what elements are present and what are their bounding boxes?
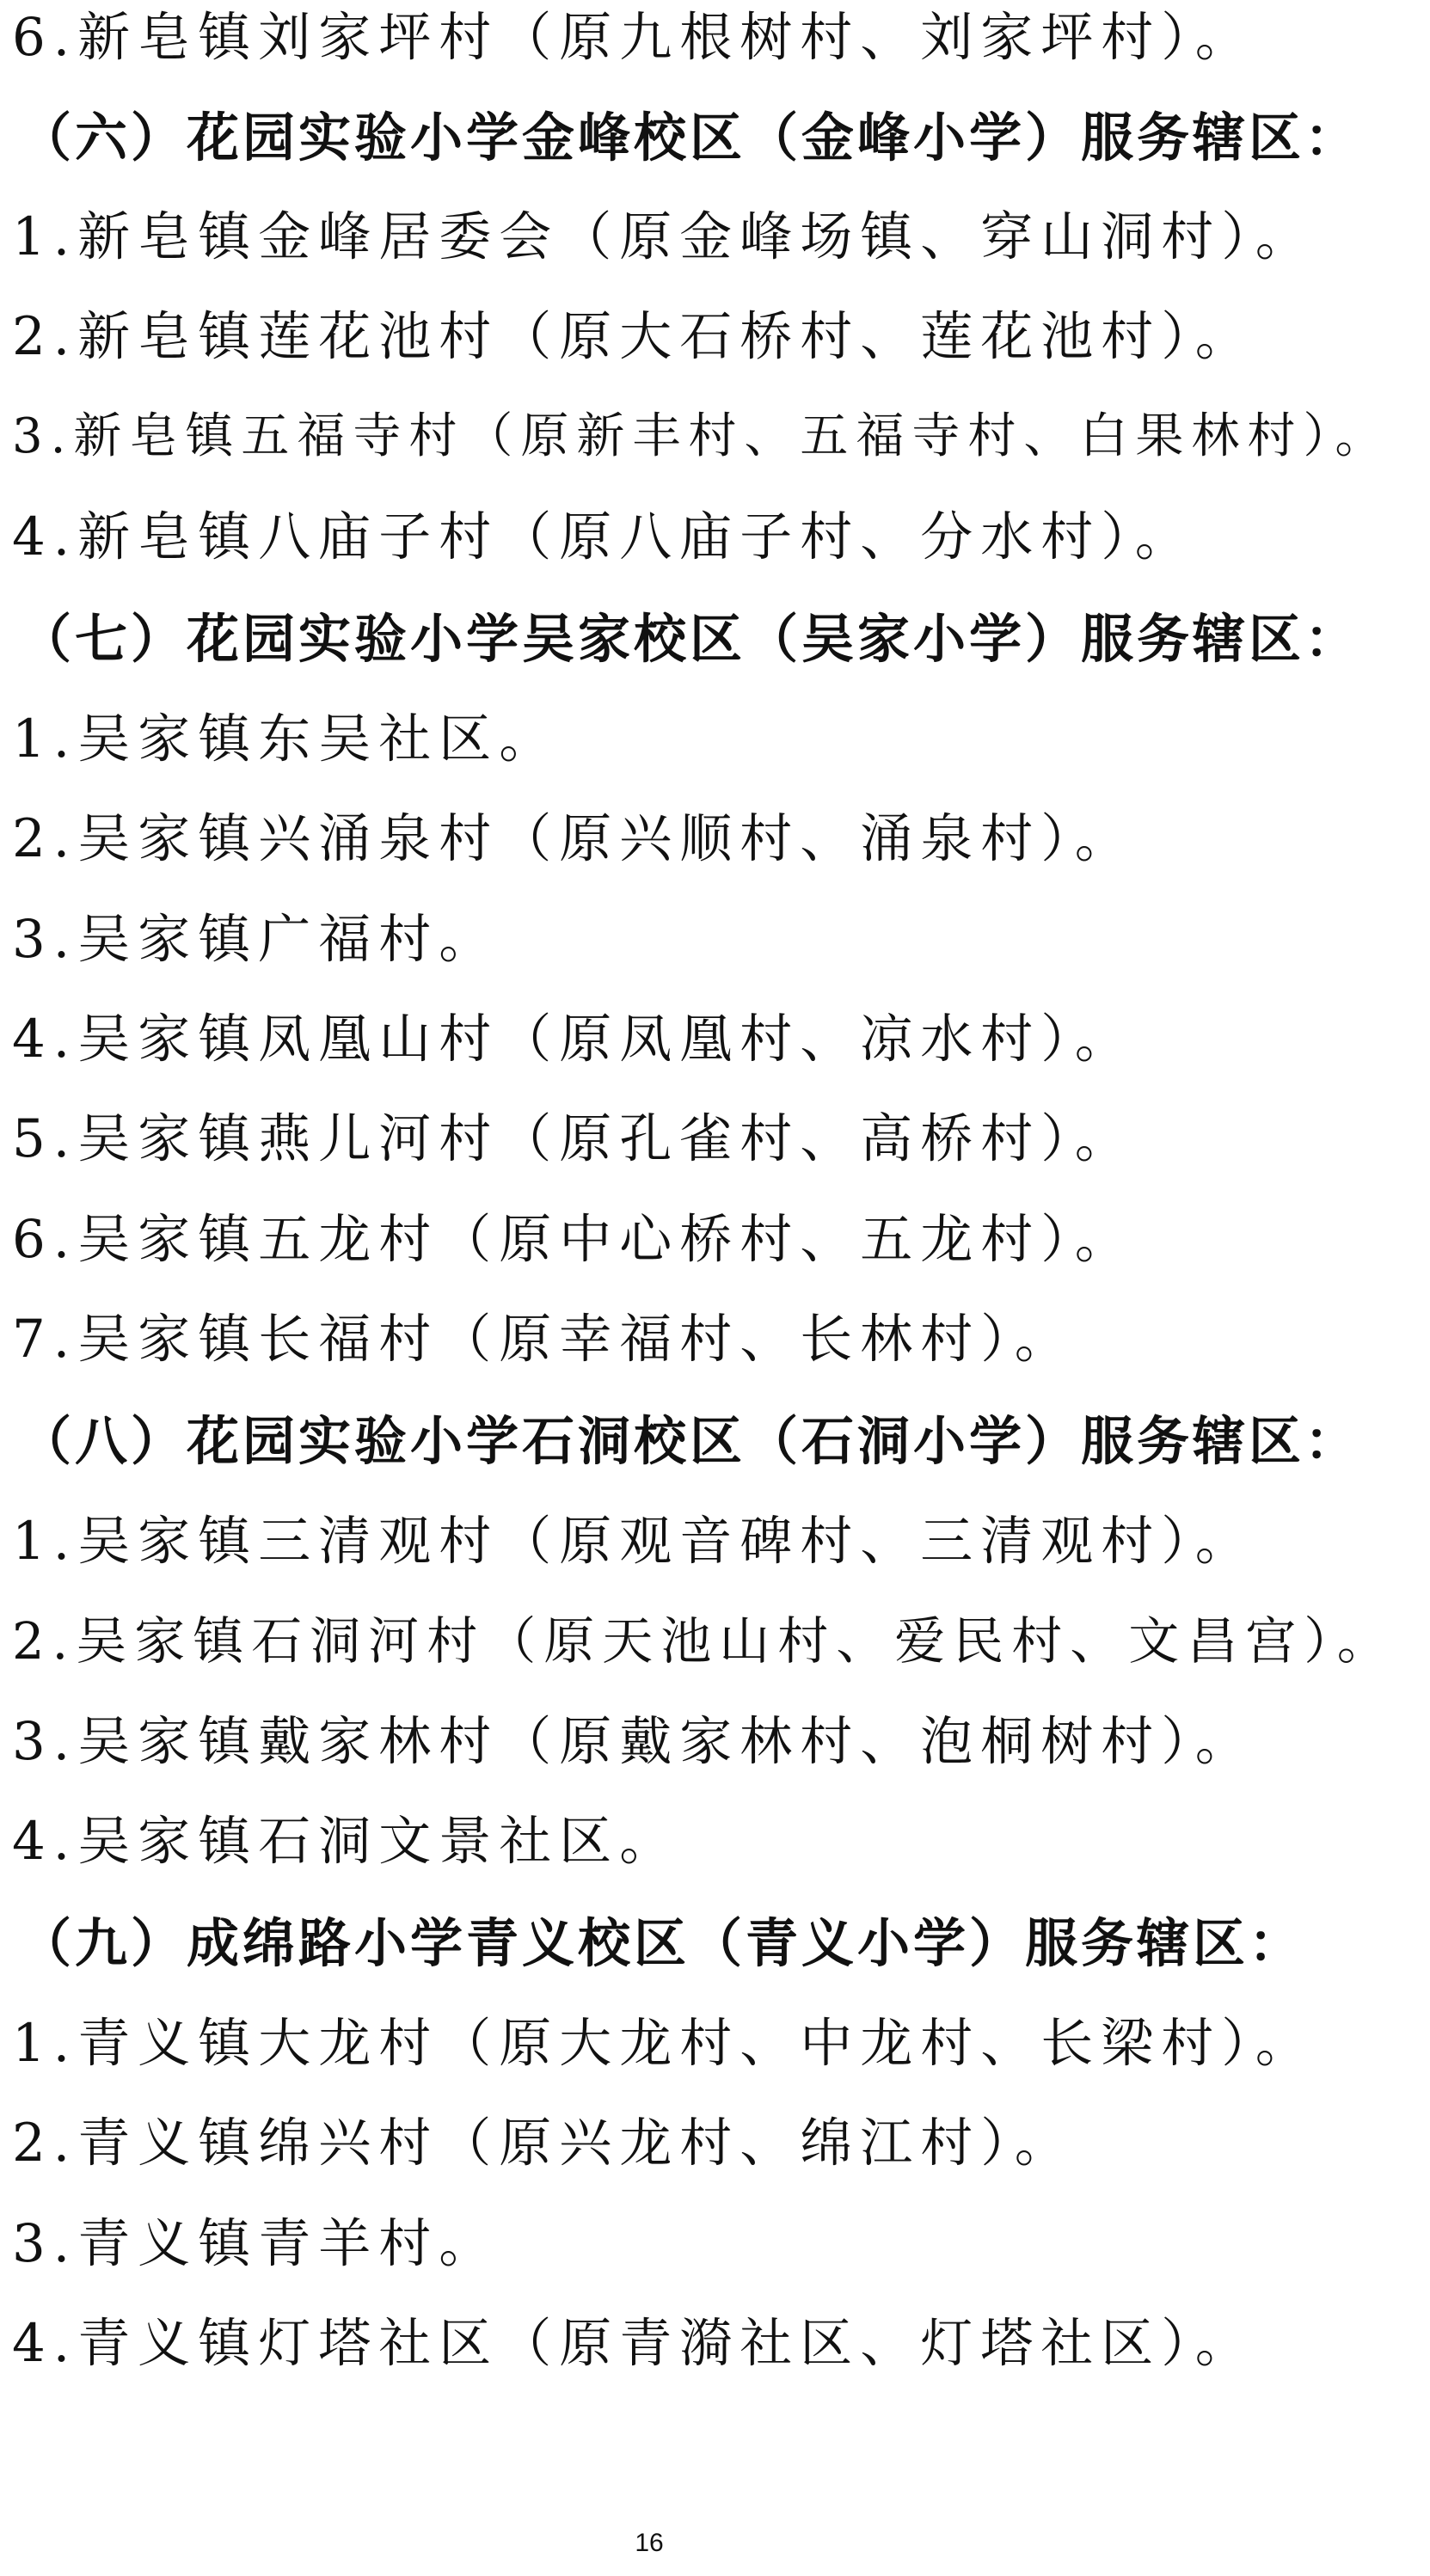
- list-item: 1.青义镇大龙村（原大龙村、中龙村、长梁村）。: [12, 2013, 1316, 2074]
- list-item: 3.吴家镇戴家林村（原戴家林村、泡桐树村）。: [12, 1711, 1255, 1772]
- list-item: 2.吴家镇兴涌泉村（原兴顺村、涌泉村）。: [12, 808, 1135, 869]
- list-item: 4.青义镇灯塔社区（原青漪社区、灯塔社区）。: [12, 2313, 1255, 2374]
- list-item: 6.吴家镇五龙村（原中心桥村、五龙村）。: [12, 1209, 1135, 1270]
- list-item: 1.吴家镇三清观村（原观音碑村、三清观村）。: [12, 1511, 1255, 1572]
- list-item: 2.新皂镇莲花池村（原大石桥村、莲花池村）。: [12, 306, 1255, 367]
- list-item: 4.新皂镇八庙子村（原八庙子村、分水村）。: [12, 506, 1195, 567]
- list-item: 1.新皂镇金峰居委会（原金峰场镇、穿山洞村）。: [12, 206, 1316, 267]
- list-item: 3.吴家镇广福村。: [12, 909, 500, 970]
- list-item: 3.青义镇青羊村。: [12, 2213, 500, 2274]
- page-number: 16: [635, 2529, 664, 2557]
- list-item: 2.青义镇绵兴村（原兴龙村、绵江村）。: [12, 2113, 1075, 2174]
- list-item: 1.吴家镇东吴社区。: [12, 708, 560, 770]
- list-item: 4.吴家镇凤凰山村（原凤凰村、凉水村）。: [12, 1009, 1135, 1070]
- section-heading: （六）花园实验小学金峰校区（金峰小学）服务辖区：: [19, 107, 1361, 169]
- list-item: 6.新皂镇刘家坪村（原九根树村、刘家坪村）。: [12, 7, 1255, 68]
- list-item: 5.吴家镇燕儿河村（原孔雀村、高桥村）。: [12, 1108, 1135, 1169]
- list-item: 4.吴家镇石洞文景社区。: [12, 1811, 680, 1872]
- list-item: 3.新皂镇五福寺村（原新丰村、五福寺村、白果林村）。: [12, 408, 1391, 464]
- list-item: 7.吴家镇长福村（原幸福村、长林村）。: [12, 1309, 1075, 1370]
- section-heading: （七）花园实验小学吴家校区（吴家小学）服务辖区：: [19, 609, 1361, 670]
- list-item: 2.吴家镇石洞河村（原天池山村、爱民村、文昌宫）。: [12, 1611, 1396, 1671]
- section-heading: （九）成绵路小学青义校区（青义小学）服务辖区：: [19, 1913, 1305, 1974]
- section-heading: （八）花园实验小学石洞校区（石洞小学）服务辖区：: [19, 1411, 1361, 1472]
